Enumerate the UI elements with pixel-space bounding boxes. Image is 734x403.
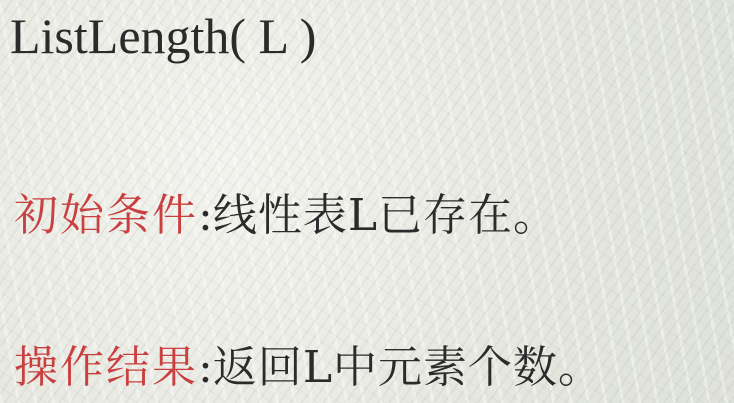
- result-row: [14, 338, 603, 398]
- precondition-label: 初始条件: [14, 190, 198, 241]
- result-text: 返回L中元素个数。: [212, 342, 604, 393]
- function-signature: ListLength( L ): [10, 8, 317, 64]
- precondition-separator: :: [198, 190, 213, 241]
- result-separator: :: [198, 342, 213, 393]
- precondition-text: 线性表L已存在。: [212, 190, 559, 241]
- result-label: 操作结果: [14, 342, 198, 393]
- precondition-row: [14, 186, 558, 246]
